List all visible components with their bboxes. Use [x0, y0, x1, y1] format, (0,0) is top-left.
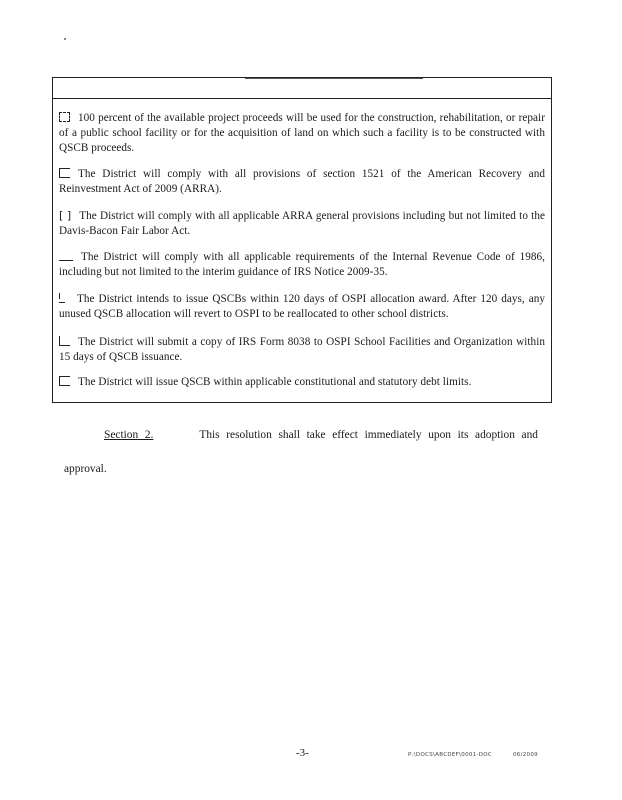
- checklist-item-project-proceeds: [59, 111, 545, 156]
- checklist-item-issue-timing: [59, 292, 545, 322]
- checkbox-icon[interactable]: [59, 376, 70, 386]
- section-text: This resolution shall take effect immediately upon its adoption and approval.: [64, 429, 538, 475]
- page-number: -3-: [296, 747, 309, 759]
- footer-document-id: P:\DOCS\ABCDEF\0001-DOC: [408, 752, 493, 758]
- checklist-item-text: The District intends to issue QSCBs within 120 days of OSPI allocation award. After 120 days, any unused QSCB allocation will revert to OSPI to be reallocated to other school districts.: [59, 293, 545, 320]
- checklist-item-debt-limits: [59, 375, 545, 390]
- checklist-header-row: [53, 78, 551, 99]
- checklist-item-text: The District will issue QSCB within applicable constitutional and statutory debt limits.: [78, 376, 472, 388]
- bracket-checkbox-icon[interactable]: [ ]: [59, 209, 72, 222]
- section-2-paragraph: [64, 418, 538, 486]
- checklist-item-form-8038: [59, 335, 545, 365]
- checklist-item-text: 100 percent of the available project proceeds will be used for the construction, rehabilitation, or repair of a public school facility or for the acquisition of land on which such a facility is to be constructed with QSCB proceeds.: [59, 112, 545, 154]
- qscb-checklist-box: [52, 77, 552, 403]
- checklist-item-text: The District will comply with all applicable ARRA general provisions including but not limited to the Davis-Bacon Fair Labor Act.: [59, 210, 545, 237]
- checklist-item-text: The District will comply with all provisions of section 1521 of the American Recovery and Reinvestment Act of 2009 (ARRA).: [59, 168, 545, 195]
- checkbox-icon[interactable]: [59, 112, 70, 122]
- checklist-item-arra-section-1521: [59, 167, 545, 197]
- header-rule-right: [367, 78, 423, 79]
- checklist-item-text: The District will submit a copy of IRS Form 8038 to OSPI School Facilities and Organization within 15 days of QSCB issuance.: [59, 336, 545, 363]
- checklist-item-arra-general: [59, 208, 545, 239]
- checklist-item-irs-code: [59, 250, 545, 280]
- checklist-item-text: The District will comply with all applicable requirements of the Internal Revenue Code of 1986, including but not limited to the interim guidance of IRS Notice 2009-35.: [59, 251, 545, 278]
- blank-line-icon[interactable]: [59, 250, 73, 261]
- corner-checkbox-icon[interactable]: [59, 336, 70, 346]
- header-rule-left: [245, 78, 373, 79]
- checkbox-icon[interactable]: [59, 168, 70, 178]
- scan-speck: [64, 38, 66, 40]
- section-label: Section 2.: [104, 429, 154, 441]
- corner-mark-icon[interactable]: [59, 293, 69, 303]
- footer-code: 06/2009: [513, 752, 538, 758]
